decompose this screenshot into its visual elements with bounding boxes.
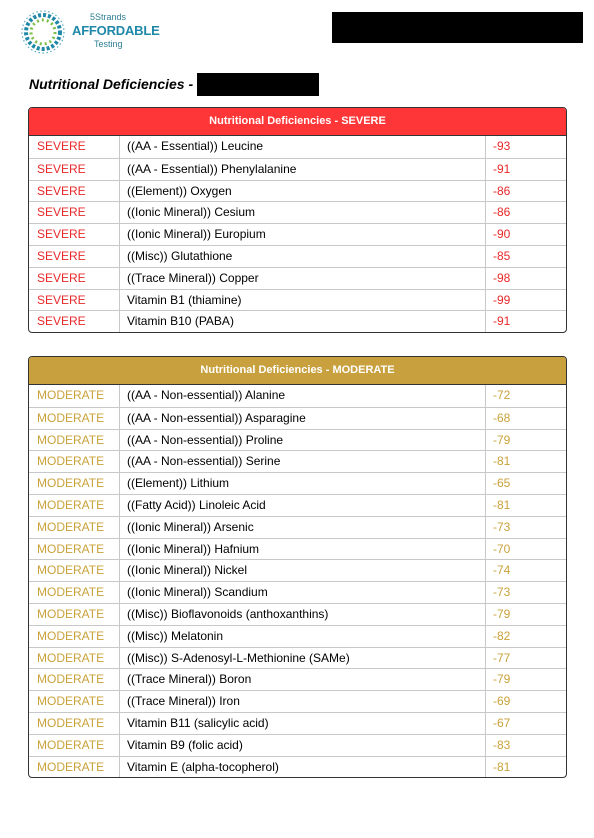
- nutrient-cell: ((AA - Non-essential)) Alanine: [119, 385, 486, 407]
- score-cell: -73: [493, 519, 511, 534]
- score-cell: -98: [493, 270, 511, 285]
- score-cell: -93: [493, 139, 511, 153]
- severity-cell: MODERATE: [37, 650, 105, 665]
- nutrient-cell: ((Ionic Mineral)) Scandium: [119, 582, 486, 603]
- severity-cell: MODERATE: [37, 497, 105, 512]
- nutrient-cell: Vitamin B1 (thiamine): [119, 290, 486, 311]
- severity-cell: MODERATE: [37, 737, 105, 752]
- severe-table-header: Nutritional Deficiencies - SEVERE: [29, 108, 566, 136]
- logo-line-1: 5Strands: [90, 12, 127, 22]
- moderate-table-header: Nutritional Deficiencies - MODERATE: [29, 357, 566, 385]
- nutrient-cell: ((AA - Essential)) Leucine: [119, 136, 486, 158]
- score-cell: -73: [493, 585, 511, 600]
- score-cell: -79: [493, 672, 511, 687]
- nutrient-cell: ((Ionic Mineral)) Europium: [119, 224, 486, 245]
- table-row: [29, 450, 566, 472]
- table-row: [29, 538, 566, 560]
- score-cell: -68: [493, 410, 511, 425]
- severity-cell: SEVERE: [37, 139, 86, 153]
- score-cell: -81: [493, 759, 511, 774]
- nutrient-cell: ((Trace Mineral)) Iron: [119, 691, 486, 712]
- logo-line-3: Testing: [94, 39, 123, 49]
- score-cell: -67: [493, 715, 511, 730]
- severity-cell: SEVERE: [37, 183, 86, 198]
- score-cell: -86: [493, 183, 511, 198]
- score-cell: -79: [493, 432, 511, 447]
- severe-table-body: [29, 136, 566, 332]
- nutrient-cell: Vitamin B10 (PABA): [119, 311, 486, 332]
- redacted-header-block: [332, 12, 583, 43]
- severity-cell: MODERATE: [37, 410, 105, 425]
- nutrient-cell: Vitamin B11 (salicylic acid): [119, 713, 486, 734]
- moderate-table: [28, 356, 567, 778]
- table-row: [29, 289, 566, 311]
- nutrient-cell: ((Element)) Lithium: [119, 473, 486, 494]
- table-row: [29, 245, 566, 267]
- nutrient-cell: ((AA - Essential)) Phenylalanine: [119, 159, 486, 180]
- score-cell: -86: [493, 205, 511, 220]
- table-row: [29, 223, 566, 245]
- score-cell: -70: [493, 541, 511, 556]
- severity-cell: SEVERE: [37, 227, 86, 242]
- table-row: [29, 267, 566, 289]
- severity-cell: MODERATE: [37, 715, 105, 730]
- table-row: [29, 385, 566, 407]
- nutrient-cell: ((Misc)) Glutathione: [119, 246, 486, 267]
- table-row: [29, 559, 566, 581]
- score-cell: -81: [493, 454, 511, 469]
- score-cell: -91: [493, 161, 511, 176]
- score-cell: -77: [493, 650, 511, 665]
- severity-cell: SEVERE: [37, 248, 86, 263]
- table-row: [29, 756, 566, 778]
- score-cell: -74: [493, 563, 511, 578]
- table-row: [29, 158, 566, 180]
- redacted-name-block: [197, 73, 319, 96]
- table-row: [29, 734, 566, 756]
- table-row: [29, 603, 566, 625]
- severity-cell: SEVERE: [37, 161, 86, 176]
- severity-cell: MODERATE: [37, 585, 105, 600]
- score-cell: -91: [493, 314, 511, 329]
- table-row: [29, 647, 566, 669]
- table-row: [29, 625, 566, 647]
- table-row: [29, 472, 566, 494]
- nutrient-cell: ((Misc)) Bioflavonoids (anthoxanthins): [119, 604, 486, 625]
- nutrient-cell: ((AA - Non-essential)) Asparagine: [119, 408, 486, 429]
- logo-line-2: AFFORDABLE: [72, 23, 160, 38]
- nutrient-cell: ((AA - Non-essential)) Proline: [119, 430, 486, 451]
- score-cell: -72: [493, 388, 511, 402]
- severity-cell: MODERATE: [37, 606, 105, 621]
- nutrient-cell: ((Element)) Oxygen: [119, 181, 486, 202]
- nutrient-cell: Vitamin B9 (folic acid): [119, 735, 486, 756]
- severity-cell: MODERATE: [37, 541, 105, 556]
- table-row: [29, 180, 566, 202]
- severity-cell: MODERATE: [37, 432, 105, 447]
- table-row: [29, 429, 566, 451]
- severe-table: [28, 107, 567, 333]
- severity-cell: MODERATE: [37, 759, 105, 774]
- moderate-table-body: [29, 385, 566, 777]
- nutrient-cell: ((Ionic Mineral)) Cesium: [119, 202, 486, 223]
- severity-cell: MODERATE: [37, 628, 105, 643]
- severity-cell: SEVERE: [37, 205, 86, 220]
- nutrient-cell: ((Ionic Mineral)) Nickel: [119, 560, 486, 581]
- score-cell: -90: [493, 227, 511, 242]
- score-cell: -85: [493, 248, 511, 263]
- score-cell: -83: [493, 737, 511, 752]
- table-row: [29, 516, 566, 538]
- dna-ring-icon: [19, 8, 69, 56]
- logo: [19, 8, 159, 56]
- score-cell: -81: [493, 497, 511, 512]
- table-row: [29, 690, 566, 712]
- score-cell: -82: [493, 628, 511, 643]
- table-row: [29, 407, 566, 429]
- nutrient-cell: ((Trace Mineral)) Copper: [119, 268, 486, 289]
- severity-cell: MODERATE: [37, 694, 105, 709]
- table-row: [29, 668, 566, 690]
- severity-cell: MODERATE: [37, 563, 105, 578]
- severity-cell: SEVERE: [37, 314, 86, 329]
- nutrient-cell: ((Trace Mineral)) Boron: [119, 669, 486, 690]
- nutrient-cell: ((Ionic Mineral)) Hafnium: [119, 539, 486, 560]
- nutrient-cell: ((Ionic Mineral)) Arsenic: [119, 517, 486, 538]
- table-row: [29, 310, 566, 332]
- table-row: [29, 136, 566, 158]
- severity-cell: MODERATE: [37, 388, 105, 402]
- severity-cell: MODERATE: [37, 454, 105, 469]
- table-row: [29, 494, 566, 516]
- severity-cell: MODERATE: [37, 672, 105, 687]
- severity-cell: MODERATE: [37, 476, 105, 491]
- nutrient-cell: ((Fatty Acid)) Linoleic Acid: [119, 495, 486, 516]
- nutrient-cell: ((AA - Non-essential)) Serine: [119, 451, 486, 472]
- nutrient-cell: Vitamin E (alpha-tocopherol): [119, 757, 486, 778]
- score-cell: -79: [493, 606, 511, 621]
- table-row: [29, 581, 566, 603]
- score-cell: -99: [493, 292, 511, 307]
- nutrient-cell: ((Misc)) Melatonin: [119, 626, 486, 647]
- table-row: [29, 712, 566, 734]
- table-row: [29, 201, 566, 223]
- severity-cell: MODERATE: [37, 519, 105, 534]
- severity-cell: SEVERE: [37, 292, 86, 307]
- severity-cell: SEVERE: [37, 270, 86, 285]
- page-title: Nutritional Deficiencies -: [29, 76, 194, 92]
- score-cell: -65: [493, 476, 511, 491]
- nutrient-cell: ((Misc)) S-Adenosyl-L-Methionine (SAMe): [119, 648, 486, 669]
- score-cell: -69: [493, 694, 511, 709]
